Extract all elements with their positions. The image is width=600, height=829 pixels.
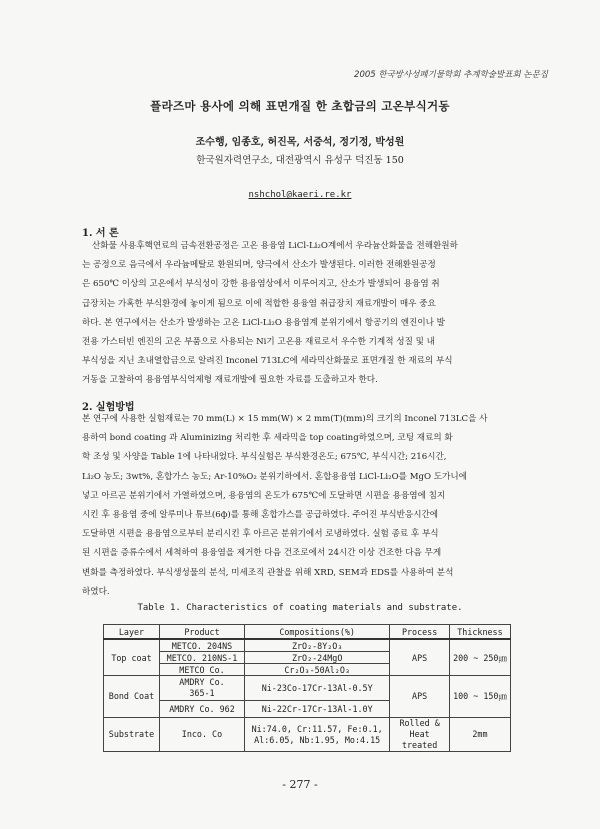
method-line: 용하여 bond coating 과 Aluminizing 처리한 후 세라믹을 top coating하였으며, 코팅 재료의 화 <box>82 433 453 444</box>
composition-line: Al:6.05, Nb:1.95, Mo:4.15 <box>254 734 381 745</box>
table-cell-thickness: 200 ~ 250㎛ <box>449 639 510 676</box>
process-line: Heat treated <box>401 729 438 750</box>
conference-header: 2005 한국방사성폐기물학회 추계학술발표회 논문집 <box>354 70 548 80</box>
method-line: 넣고 아르곤 분위기에서 가열하였으며, 용융염의 온도가 675℃에 도달하면 시편을 용융염에 침지 <box>82 490 446 501</box>
product-line: AMDRY Co. <box>179 677 225 687</box>
page-number: - 277 - <box>282 778 318 791</box>
intro-line: 급장치는 가혹한 부식환경에 놓이게 됨으로 이에 적합한 용융염 취급장치 재료개발이 매우 중요 <box>82 298 436 309</box>
method-line: 된 시편을 증류수에서 세척하여 용융염을 제거한 다음 건조로에서 24시간 이상 건조한 다음 무게 <box>82 548 442 559</box>
table-cell-product: METCO. 204NS <box>159 639 244 652</box>
table-cell-composition <box>244 718 389 752</box>
table-cell-layer: Top coat <box>104 639 160 676</box>
intro-line: 은 650℃ 이상의 고온에서 부식성이 강한 용융염상에서 이루어지고, 산소가 발생되어 용융염 취 <box>82 279 440 290</box>
table-cell-composition: Ni-23Co-17Cr-13Al-0.5Y <box>244 676 389 701</box>
table-cell-process: APS <box>390 639 450 676</box>
table-caption: Table 1. Characteristics of coating materials and substrate. <box>137 603 463 613</box>
table-cell-thickness: 100 ~ 150㎛ <box>449 676 510 718</box>
section-heading-method: 2. 실험방법 <box>82 402 135 413</box>
table-header-cell: Thickness <box>449 625 510 640</box>
method-line: 시킨 후 용융염 중에 알루미나 튜브(6ф)를 통해 혼합가스를 공급하였다. 주어진 부식반응시간에 <box>82 510 439 521</box>
author-email: nshchol@kaeri.re.kr <box>248 190 352 200</box>
table-header-cell: Process <box>390 625 450 640</box>
intro-line: 는 공정으로 음극에서 우라늄메탈로 환원되며, 양극에서 산소가 발생된다. 이러한 전해환원공정 <box>82 260 436 271</box>
method-line: 학 조성 및 사양을 Table 1에 나타내었다. 부식실험은 부식환경온도; 675℃, 부식시간; 216시간, <box>82 452 447 463</box>
process-line: Rolled & <box>399 718 440 728</box>
table-cell-process <box>390 718 450 752</box>
table-cell-product: METCO. 210NS-1 <box>159 652 244 664</box>
table-cell-product: Inco. Co <box>159 718 244 752</box>
method-line: 변화를 측정하였다. 부식생성물의 분석, 미세조직 관찰을 위해 XRD, SEM과 EDS를 사용하여 분석 <box>82 567 454 578</box>
intro-line: 부식성을 지닌 초내열합금으로 알려진 Inconel 713LC에 세라믹산화물로 표면개질 한 재료의 부식 <box>82 356 453 367</box>
section-heading-intro: 1. 서 론 <box>82 228 119 239</box>
table-cell-thickness: 2mm <box>449 718 510 752</box>
intro-line: 하다. 본 연구에서는 산소가 발생하는 고온 LiCl-Li₂O 용융염계 분위기에서 항공기의 엔진이나 발 <box>82 317 445 328</box>
method-line: 도달하면 시편을 용융염으로부터 분리시킨 후 아르곤 분위기에서 로냉하였다. 실험 종료 후 부식 <box>82 529 439 540</box>
table-cell-product <box>159 676 244 701</box>
product-line: 365-1 <box>189 688 215 698</box>
intro-line: 거동을 고찰하여 용융염부식억제형 재료개발에 필요한 자료를 도출하고자 한다. <box>82 375 378 386</box>
author-list: 조수행, 임종호, 허진목, 서중석, 정기정, 박성원 <box>195 137 405 148</box>
method-line: 하였다. <box>82 586 110 597</box>
table-cell-layer: Substrate <box>104 718 160 752</box>
intro-line: 전용 가스터빈 엔진의 고온 부품으로 사용되는 Ni기 고온용 재료로서 우수한 기계적 성질 및 내 <box>82 337 435 348</box>
method-line: Li₂O 농도; 3wt%, 혼합가스 농도; Ar-10%O₂ 분위기하에서. 혼합용융염 LiCl-Li₂O를 MgO 도가니에 <box>82 471 467 482</box>
table-cell-product: AMDRY Co. 962 <box>159 701 244 718</box>
table-cell-process: APS <box>390 676 450 718</box>
composition-line: Ni:74.0, Cr:11.57, Fe:0.1, <box>251 723 383 734</box>
intro-paragraph <box>82 237 548 391</box>
table-cell-product: METCO Co. <box>159 664 244 676</box>
table-header-cell: Product <box>159 625 244 640</box>
affiliation: 한국원자력연구소, 대전광역시 유성구 덕진동 150 <box>196 155 404 166</box>
method-line: 본 연구에 사용한 실험재료는 70 mm(L) × 15 mm(W) × 2 mm(T)(mm)의 크기의 Inconel 713LC을 사 <box>82 414 488 424</box>
table-cell-composition: Ni-22Cr-17Cr-13Al-1.0Y <box>244 701 389 718</box>
table-header-cell: Layer <box>104 625 160 640</box>
intro-line: 산화물 사용후핵연료의 금속전환공정은 고온 용융염 LiCl-Li₂O계에서 우라늄산화물을 전해환원하 <box>92 241 458 251</box>
table-cell-composition: ZrO₂-24MgO <box>244 652 389 664</box>
paper-title: 플라즈마 용사에 의해 표면개질 한 초합금의 고온부식거동 <box>150 99 450 113</box>
table-header-cell: Compositions(%) <box>244 625 389 640</box>
method-paragraph <box>82 410 548 602</box>
table-cell-composition: Cr₂O₃-50Al₂O₃ <box>244 664 389 676</box>
coating-characteristics-table <box>103 624 511 752</box>
table-cell-layer: Bond Coat <box>104 676 160 718</box>
table-cell-composition: ZrO₂-8Y₂O₃ <box>244 639 389 652</box>
